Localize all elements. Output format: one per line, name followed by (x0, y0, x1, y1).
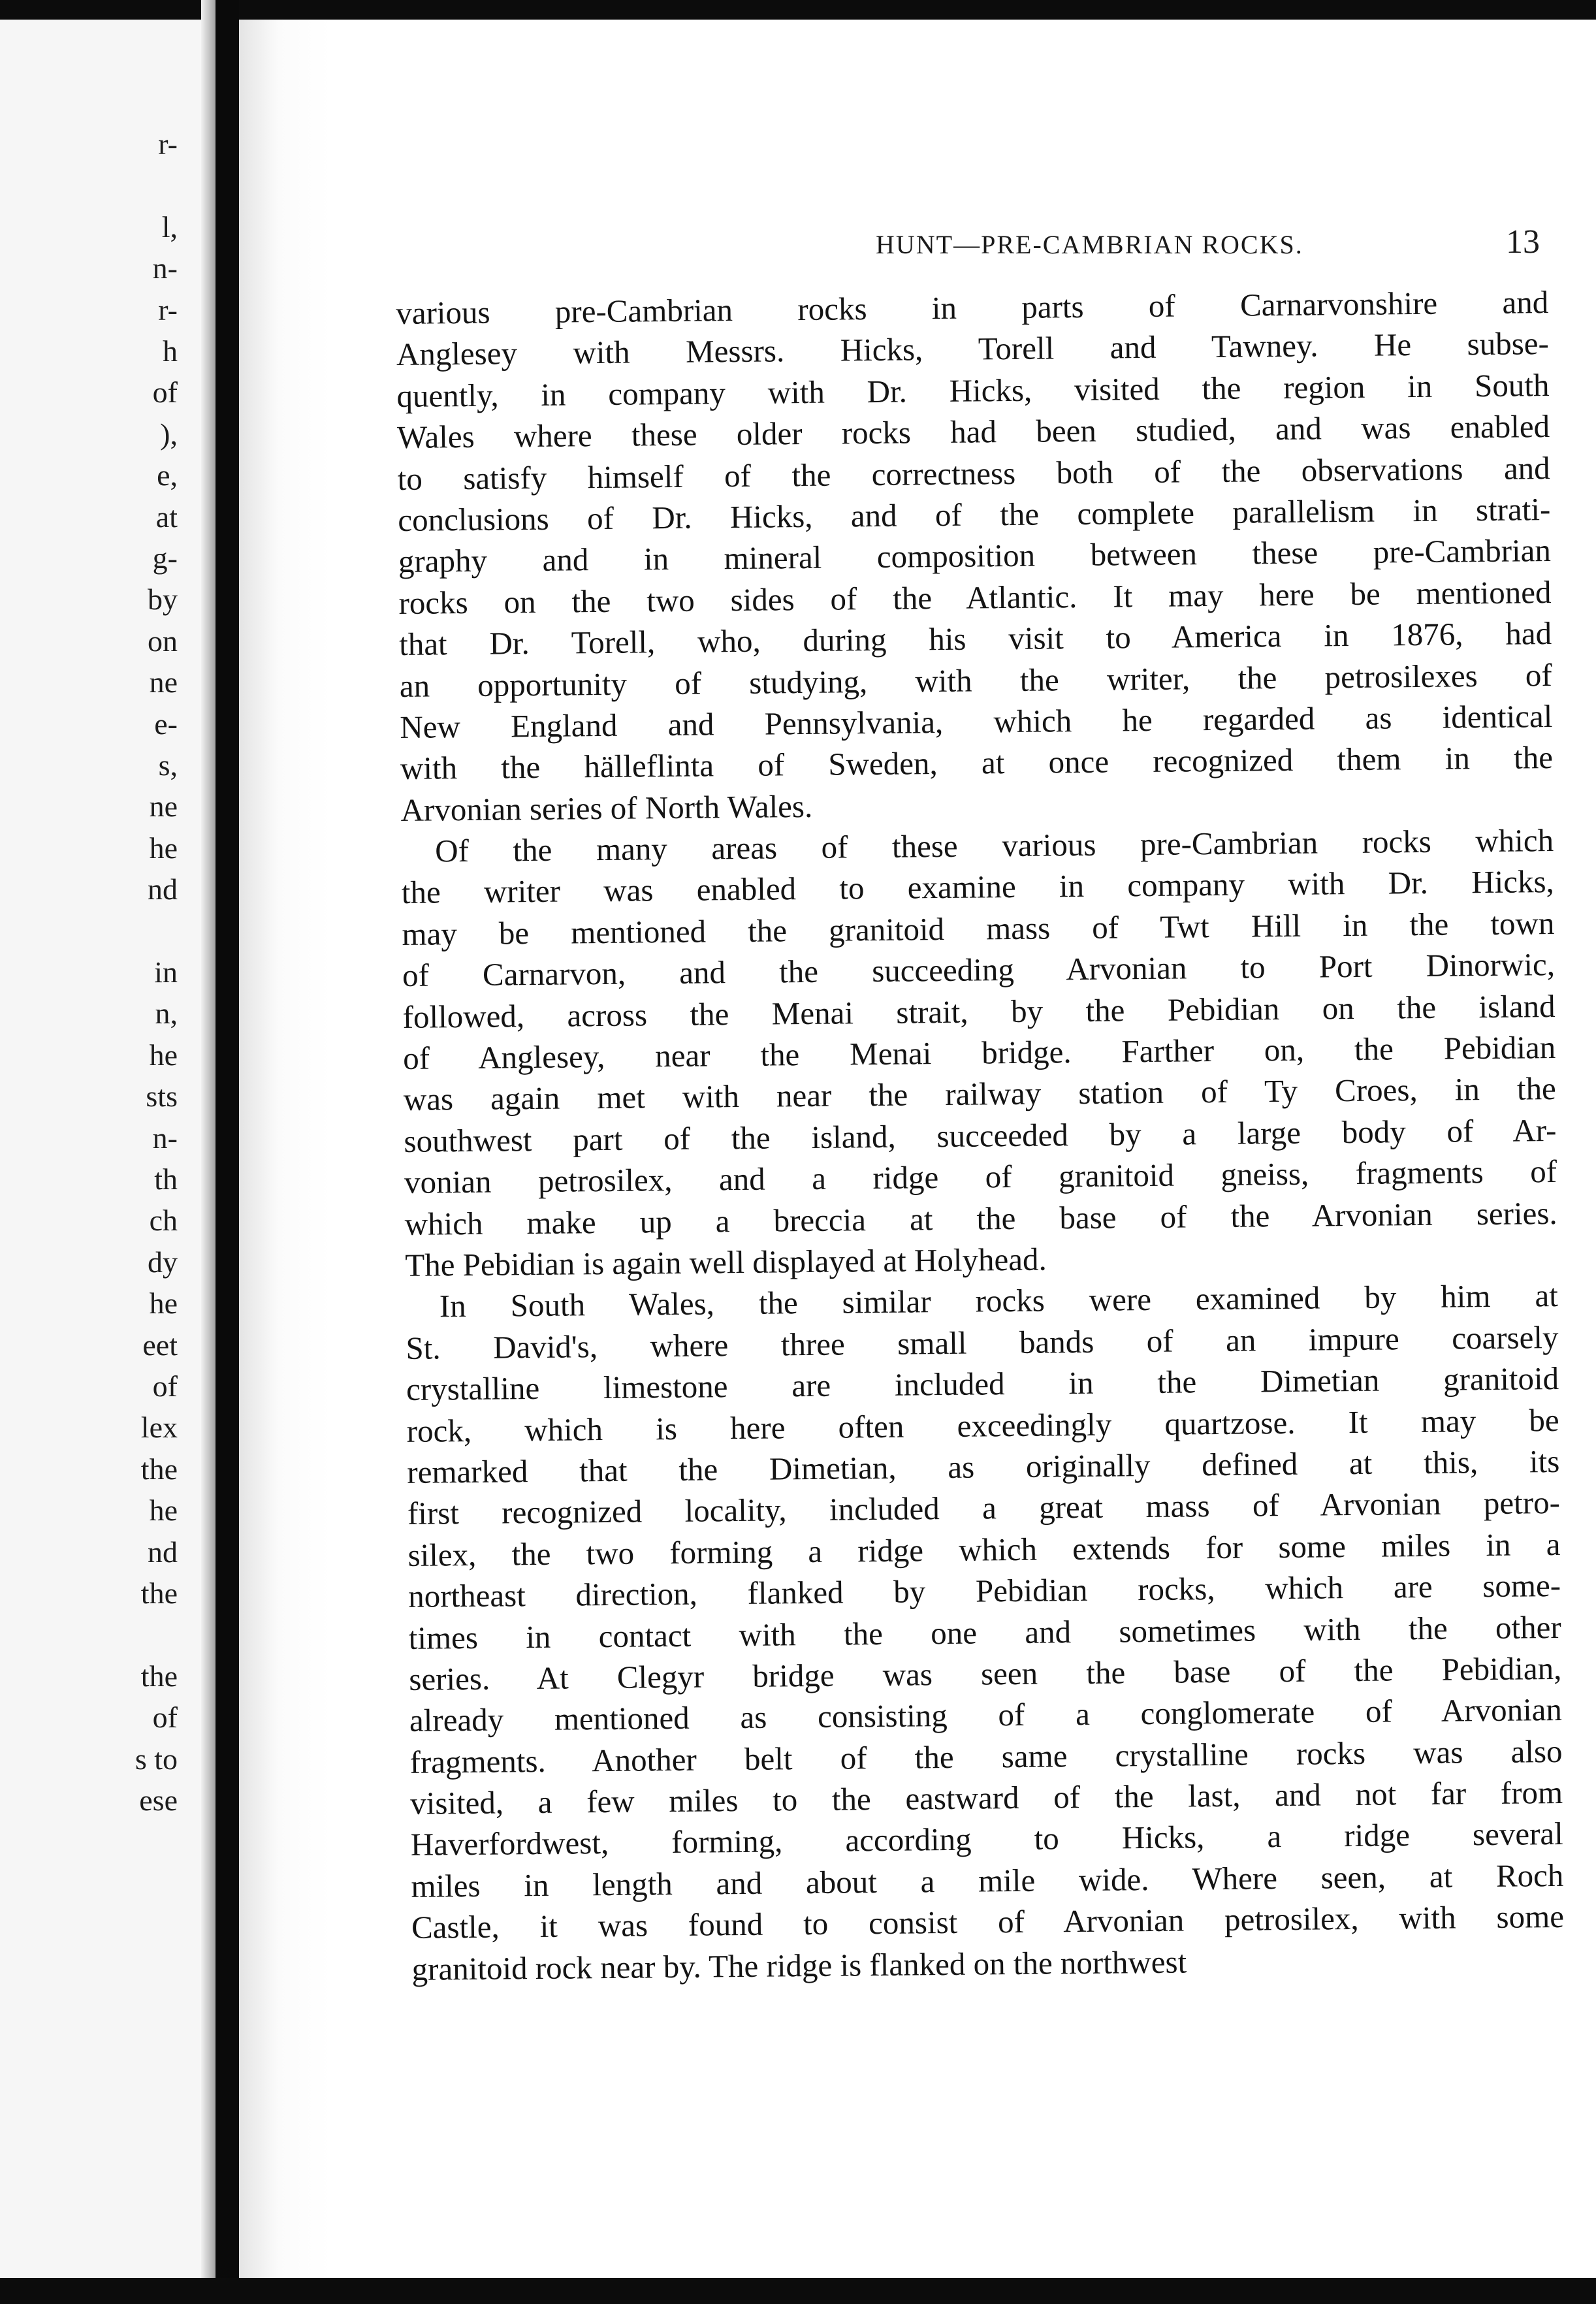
previous-page-edge (0, 20, 201, 2278)
previous-page-fragment: ch (149, 1204, 178, 1238)
text-line: rock, which is here often exceedingly quartzose. It may be (406, 1401, 1559, 1449)
previous-page-fragment: lex (140, 1411, 178, 1445)
text-line: that Dr. Torell, who, during his visit to America in 1876, had (398, 615, 1552, 663)
scan-border-top (0, 0, 1596, 20)
text-line: Haverfordwest, forming, according to Hicks, a ridge several (410, 1816, 1563, 1863)
previous-page-fragment: of (152, 1369, 178, 1403)
paragraph (401, 820, 1558, 1286)
previous-page-fragment: g- (152, 541, 178, 575)
book-spine (215, 0, 239, 2304)
previous-page-fragment: he (149, 1038, 178, 1072)
page-number: 13 (1506, 223, 1540, 261)
text-line: remarked that the Dimetian, as originally defined at this, its (407, 1443, 1560, 1490)
previous-page-fragment: sts (146, 1080, 178, 1113)
previous-page-fragment: he (149, 1287, 178, 1320)
text-line: St. David's, where three small bands of an impure coarsely (406, 1319, 1559, 1366)
text-line: southwest part of the island, succeeded by a large body of Ar- (404, 1112, 1557, 1159)
text-line: Of the many areas of these various pre-Cambrian rocks which (434, 822, 1554, 869)
text-line: crystalline limestone are included in the Dimetian granitoid (406, 1360, 1559, 1408)
previous-page-fragment: by (148, 583, 178, 616)
running-head (634, 219, 1539, 264)
text-line: quently, in company with Dr. Hicks, visited the region in South (396, 366, 1550, 414)
previous-page-fragment: l, (161, 210, 178, 244)
previous-page-fragment: th (154, 1162, 178, 1196)
book-page (239, 20, 1596, 2278)
previous-page-fragment: ne (149, 790, 178, 824)
text-line: conclusions of Dr. Hicks, and of the complete parallelism in strati- (398, 490, 1551, 538)
text-line: which make up a breccia at the base of the Arvonian series. (404, 1194, 1557, 1242)
text-line: Anglesey with Messrs. Hicks, Torell and Tawney. He subse- (396, 325, 1550, 373)
text-line: was again met with near the railway station of Ty Croes, in the (403, 1070, 1557, 1118)
previous-page-fragment: the (140, 1659, 178, 1693)
text-line: northeast direction, flanked by Pebidian rocks, which are some- (407, 1567, 1561, 1615)
text-line: graphy and in mineral composition between these pre-Cambrian (398, 532, 1552, 580)
text-line: first recognized locality, included a great mass of Arvonian petro- (407, 1484, 1561, 1532)
text-line: various pre-Cambrian rocks in parts of Carnarvonshire and (396, 284, 1549, 331)
text-line: with the hälleflinta of Sweden, at once recognized them in the (400, 739, 1554, 787)
text-line: silex, the two forming a ridge which extends for some miles in a (407, 1526, 1561, 1573)
text-line: times in contact with the one and sometimes with the other (408, 1608, 1561, 1656)
previous-page-fragment: nd (148, 872, 178, 906)
previous-page-fragment: he (149, 831, 178, 865)
body-text (396, 281, 1565, 1990)
previous-page-fragment: nd (148, 1535, 178, 1569)
previous-page-fragment: n- (152, 1121, 178, 1155)
text-line: of Anglesey, near the Menai bridge. Farther on, the Pebidian (402, 1029, 1556, 1076)
previous-page-fragment: in (154, 955, 178, 989)
text-line: may be mentioned the granitoid mass of Twt Hill in the town (402, 904, 1555, 952)
text-line: to satisfy himself of the correctness both of the observations and (397, 449, 1550, 497)
text-line: granitoid rock near by. The ridge is flanked on the northwest (411, 1944, 1187, 1987)
previous-page-fragment: of (152, 376, 178, 409)
text-line: miles in length and about a mile wide. Where seen, at Roch (411, 1857, 1564, 1904)
previous-page-fragment: ese (139, 1784, 178, 1817)
text-line: New England and Pennsylvania, which he regarded as identical (400, 697, 1553, 745)
text-line: the writer was enabled to examine in company with Dr. Hicks, (401, 863, 1555, 911)
previous-page-fragment: on (148, 624, 178, 658)
text-line: Arvonian series of North Wales. (400, 788, 813, 828)
running-head-title: HUNT—PRE-CAMBRIAN ROCKS. (876, 230, 1303, 259)
text-line: an opportunity of studying, with the writer, the petrosilexes of (399, 656, 1552, 704)
text-line: of Carnarvon, and the succeeding Arvonian to Port Dinorwic, (402, 946, 1556, 994)
text-line: fragments. Another belt of the same crystalline rocks was also (409, 1733, 1563, 1780)
text-line: rocks on the two sides of the Atlantic. It may here be mentioned (398, 573, 1552, 621)
previous-page-fragment: e- (154, 707, 178, 741)
previous-page-fragment: of (152, 1701, 178, 1735)
previous-page-fragment: at (155, 500, 178, 534)
previous-page-fragment: he (149, 1494, 178, 1528)
previous-page-fragment: r- (158, 127, 178, 161)
previous-page-fragment: n- (152, 251, 178, 285)
text-line: series. At Clegyr bridge was seen the base of the Pebidian, (409, 1650, 1562, 1697)
text-line: Wales where these older rocks had been studied, and was enabled (396, 408, 1550, 456)
text-line: visited, a few miles to the eastward of the last, and not far from (409, 1774, 1563, 1821)
gutter-shadow (201, 0, 217, 2304)
text-line: already mentioned as consisting of a conglomerate of Arvonian (409, 1691, 1563, 1739)
previous-page-fragment: the (140, 1576, 178, 1610)
previous-page-fragment: h (163, 334, 178, 368)
text-line: followed, across the Menai strait, by the Pebidian on the island (402, 987, 1556, 1035)
previous-page-fragment: s, (158, 748, 178, 782)
paragraph (406, 1275, 1565, 1990)
previous-page-fragment: the (140, 1452, 178, 1486)
previous-page-fragment: eet (142, 1328, 178, 1362)
previous-page-fragment: ), (160, 417, 178, 451)
text-line: Castle, it was found to consist of Arvonian petrosilex, with some (411, 1898, 1565, 1946)
previous-page-fragment: n, (155, 997, 178, 1031)
text-line: In South Wales, the similar rocks were examined by him at (439, 1277, 1559, 1324)
text-line: vonian petrosilex, and a ridge of granitoid gneiss, fragments of (404, 1153, 1557, 1201)
previous-page-fragment: s to (135, 1742, 178, 1776)
paragraph (396, 281, 1554, 831)
text-line: The Pebidian is again well displayed at Holyhead. (405, 1241, 1047, 1283)
previous-page-fragment: r- (158, 293, 178, 327)
scan-border-bottom (0, 2278, 1596, 2304)
previous-page-fragment: ne (149, 665, 178, 699)
previous-page-fragment: dy (148, 1245, 178, 1279)
previous-page-fragment: e, (157, 458, 178, 492)
